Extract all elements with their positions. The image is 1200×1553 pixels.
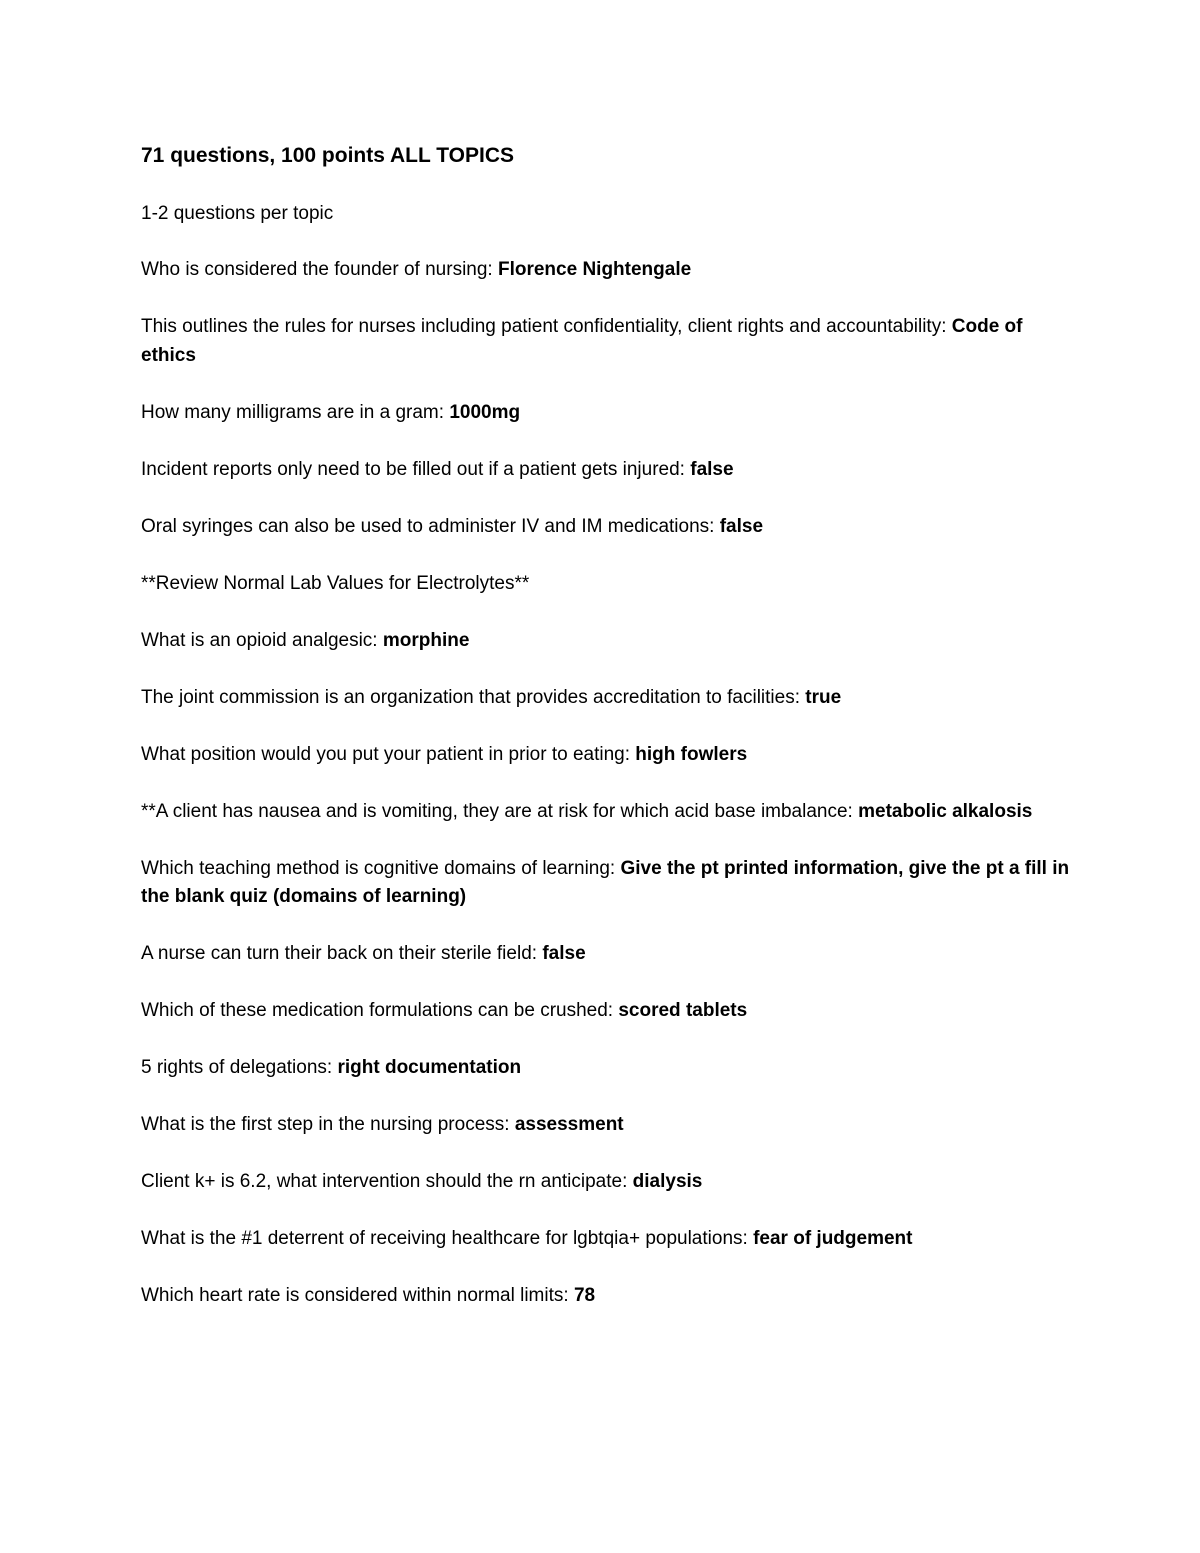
- answer-text: assessment: [514, 1114, 624, 1135]
- question-item: [141, 741, 1071, 770]
- question-text: What position would you put your patient in prior to eating:: [141, 743, 636, 765]
- answer-text: metabolic alkalosis: [858, 800, 1033, 822]
- question-item: [141, 1054, 1071, 1083]
- answer-text: 78: [573, 1285, 596, 1306]
- answer-text: false: [719, 515, 764, 537]
- question-text: 5 rights of delegations:: [141, 1057, 338, 1078]
- answer-text: false: [690, 458, 734, 480]
- question-text: Who is considered the founder of nursing:: [141, 259, 498, 280]
- question-text: Which heart rate is considered within normal limits:: [141, 1285, 574, 1306]
- question-item: [141, 1225, 1071, 1254]
- answer-text: false: [542, 943, 586, 964]
- question-item: [141, 798, 1071, 827]
- question-text: **A client has nausea and is vomiting, they are at risk for which acid base imbalance:: [141, 800, 859, 822]
- question-text: This outlines the rules for nurses including patient confidentiality, client rights and accountability:: [141, 316, 952, 337]
- answer-text: Florence Nightengale: [497, 259, 692, 280]
- question-item: [141, 313, 1071, 370]
- question-text: Incident reports only need to be filled out if a patient gets injured:: [141, 458, 691, 480]
- answer-text: scored tablets: [618, 1000, 748, 1021]
- question-list: [141, 256, 1071, 1339]
- question-item: [141, 997, 1071, 1026]
- question-item: [141, 399, 1071, 428]
- question-text: What is the first step in the nursing process:: [141, 1114, 515, 1135]
- answer-text: Give the pt printed information, give the pt a fill in the blank quiz (domains of learning): [141, 857, 1070, 907]
- question-text: Which teaching method is cognitive domains of learning:: [141, 857, 621, 879]
- question-text: Oral syringes can also be used to administer IV and IM medications:: [141, 515, 720, 537]
- question-item: [141, 256, 1071, 285]
- question-text: Client k+ is 6.2, what intervention should the rn anticipate:: [141, 1171, 633, 1192]
- document-subtitle: 1-2 questions per topic: [141, 203, 334, 224]
- answer-text: dialysis: [632, 1171, 703, 1192]
- question-item: [141, 513, 1071, 542]
- answer-text: fear of judgement: [753, 1228, 913, 1249]
- answer-text: 1000mg: [449, 401, 521, 423]
- question-text: Which of these medication formulations can be crushed:: [141, 1000, 619, 1021]
- question-item: [141, 627, 1071, 656]
- question-item: [141, 1111, 1071, 1140]
- question-text: A nurse can turn their back on their sterile field:: [141, 943, 543, 964]
- question-text: How many milligrams are in a gram:: [141, 401, 450, 423]
- question-item: [141, 684, 1071, 713]
- question-item: [141, 855, 1071, 912]
- document-title: 71 questions, 100 points ALL TOPICS: [141, 144, 515, 167]
- answer-text: right documentation: [337, 1057, 522, 1078]
- question-item: [141, 940, 1071, 969]
- question-item: [141, 1282, 1071, 1311]
- question-text: The joint commission is an organization that provides accreditation to facilities:: [141, 686, 806, 708]
- question-text: **Review Normal Lab Values for Electrolytes**: [141, 572, 530, 594]
- question-text: What is an opioid analgesic:: [141, 629, 383, 651]
- answer-text: Code of ethics: [141, 316, 1023, 366]
- answer-text: high fowlers: [635, 743, 748, 765]
- answer-text: morphine: [382, 629, 470, 651]
- question-item: [141, 456, 1071, 485]
- answer-text: true: [805, 686, 842, 708]
- question-item: [141, 570, 1071, 599]
- question-text: What is the #1 deterrent of receiving healthcare for lgbtqia+ populations:: [141, 1228, 754, 1249]
- question-item: [141, 1168, 1071, 1197]
